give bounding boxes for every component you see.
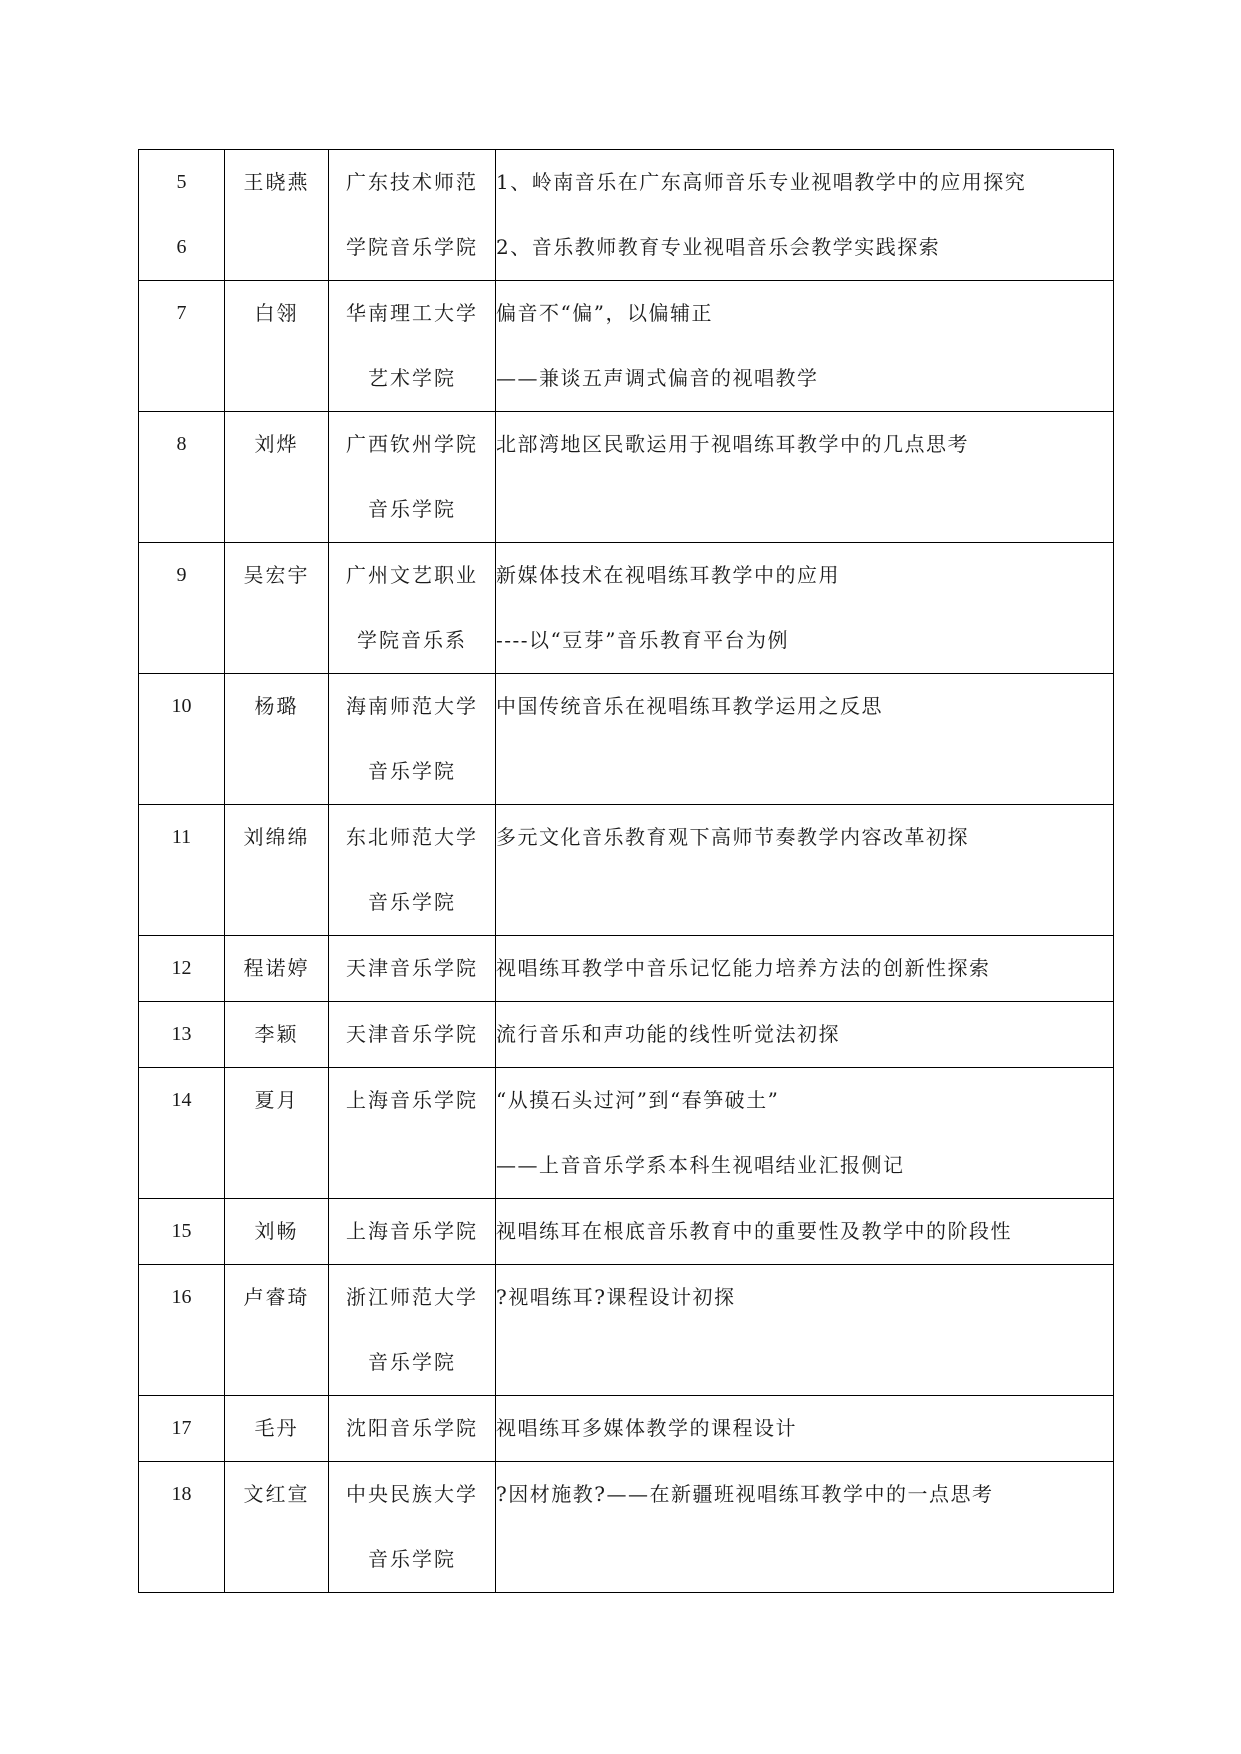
author-name-text: 白翎 [254,301,299,325]
institution-text: 音乐学院 [368,1547,456,1571]
row-number [139,674,225,805]
author-name [225,412,329,543]
author-name-text: 毛丹 [254,1416,299,1440]
institution-text: 音乐学院 [368,759,456,783]
row-number-text: 5 [176,171,187,193]
institution-text: 音乐学院 [368,890,456,914]
author-name [225,1002,329,1068]
author-name [225,805,329,936]
institution [329,1002,496,1068]
paper-title [496,1068,1114,1199]
row-number [139,1462,225,1593]
institution-text: 东北师范大学 [346,825,478,849]
paper-title [496,1462,1114,1593]
row-number [139,150,225,281]
row-number-text: 11 [171,826,192,848]
author-name [225,674,329,805]
row-number [139,1068,225,1199]
table-row [139,1462,1114,1593]
row-number-text: 6 [176,236,187,258]
row-number [139,1199,225,1265]
institution [329,674,496,805]
paper-title-text: 视唱练耳在根底音乐教育中的重要性及教学中的阶段性 [496,1219,1012,1243]
author-name [225,1265,329,1396]
institution [329,805,496,936]
table-row [139,1002,1114,1068]
institution-text: 上海音乐学院 [346,1219,478,1243]
row-number-text: 16 [171,1286,192,1308]
paper-title-text: 新媒体技术在视唱练耳教学中的应用 [496,563,840,587]
author-name [225,1462,329,1593]
institution-text: 天津音乐学院 [346,1022,478,1046]
institution-text: 浙江师范大学 [346,1285,478,1309]
paper-title [496,543,1114,674]
institution-text: 沈阳音乐学院 [346,1416,478,1440]
author-name-text: 刘畅 [254,1219,299,1243]
institution-text: 广西钦州学院 [346,432,478,456]
row-number-text: 13 [171,1023,192,1045]
row-number-text: 14 [171,1089,192,1111]
author-name-text: 杨璐 [254,694,299,718]
institution-text: 音乐学院 [368,497,456,521]
paper-title-text: 1、岭南音乐在广东高师音乐专业视唱教学中的应用探究 [496,170,1027,194]
institution [329,150,496,281]
institution [329,543,496,674]
paper-title-text: ——上音音乐学系本科生视唱结业汇报侧记 [496,1153,905,1177]
institution [329,1396,496,1462]
author-name-text: 李颖 [254,1022,299,1046]
institution-text: 海南师范大学 [346,694,478,718]
paper-title [496,936,1114,1002]
paper-title-text: ?因材施教?——在新疆班视唱练耳教学中的一点思考 [496,1482,994,1506]
row-number [139,1396,225,1462]
institution-text: 中央民族大学 [346,1482,478,1506]
paper-title-text: ----以“豆芽”音乐教育平台为例 [496,628,789,652]
paper-title-text: 偏音不“偏”，以偏辅正 [496,301,713,325]
table-row [139,543,1114,674]
institution [329,281,496,412]
table-row [139,805,1114,936]
paper-title-text: 中国传统音乐在视唱练耳教学运用之反思 [496,694,883,718]
paper-title-text: 视唱练耳教学中音乐记忆能力培养方法的创新性探索 [496,956,991,980]
table-row [139,412,1114,543]
row-number-text: 18 [171,1483,192,1505]
table-row [139,1265,1114,1396]
table-row [139,936,1114,1002]
paper-title-text: ?视唱练耳?课程设计初探 [496,1285,736,1309]
institution-text: 华南理工大学 [346,301,478,325]
paper-title [496,674,1114,805]
table-body [139,150,1114,1593]
paper-title [496,1396,1114,1462]
institution [329,1068,496,1199]
row-number [139,936,225,1002]
paper-title-text: 视唱练耳多媒体教学的课程设计 [496,1416,797,1440]
row-number-text: 8 [176,433,187,455]
institution-text: 学院音乐学院 [346,235,478,259]
author-name-text: 王晓燕 [243,170,310,194]
author-name-text: 吴宏宇 [243,563,310,587]
author-name-text: 文红宣 [243,1482,310,1506]
author-name-text: 刘烨 [254,432,299,456]
paper-title-text: 流行音乐和声功能的线性听觉法初探 [496,1022,840,1046]
paper-title [496,1002,1114,1068]
row-number-text: 10 [171,695,192,717]
row-number-text: 17 [171,1417,192,1439]
institution-text: 音乐学院 [368,1350,456,1374]
institution-text: 广州文艺职业 [346,563,478,587]
row-number-text: 9 [176,564,187,586]
author-name [225,281,329,412]
institution [329,1462,496,1593]
author-name [225,1396,329,1462]
row-number-text: 12 [171,957,192,979]
row-number-text: 15 [171,1220,192,1242]
paper-title-text: 多元文化音乐教育观下高师节奏教学内容改革初探 [496,825,969,849]
institution-text: 学院音乐系 [357,628,467,652]
paper-title-text: ——兼谈五声调式偏音的视唱教学 [496,366,819,390]
paper-title [496,412,1114,543]
row-number [139,412,225,543]
row-number-text: 7 [176,302,187,324]
table-row [139,674,1114,805]
institution [329,1199,496,1265]
row-number [139,1002,225,1068]
institution [329,1265,496,1396]
institution [329,412,496,543]
row-number [139,1265,225,1396]
paper-title [496,1265,1114,1396]
row-number [139,805,225,936]
author-name-text: 程诺婷 [243,956,310,980]
institution [329,936,496,1002]
table-row [139,1199,1114,1265]
author-name [225,150,329,281]
author-name-text: 夏月 [254,1088,299,1112]
table-row [139,1396,1114,1462]
author-name [225,936,329,1002]
author-name [225,1199,329,1265]
paper-title [496,1199,1114,1265]
paper-title [496,805,1114,936]
paper-title-text: “从摸石头过河”到“春笋破土” [496,1088,780,1112]
author-name-text: 卢睿琦 [243,1285,310,1309]
paper-title-text: 北部湾地区民歌运用于视唱练耳教学中的几点思考 [496,432,969,456]
table-row [139,281,1114,412]
paper-title-text: 2、音乐教师教育专业视唱音乐会教学实践探索 [496,235,941,259]
table-row [139,1068,1114,1199]
institution-text: 广东技术师范 [346,170,478,194]
author-name [225,1068,329,1199]
paper-title [496,281,1114,412]
row-number [139,543,225,674]
table-row [139,150,1114,281]
paper-title [496,150,1114,281]
row-number [139,281,225,412]
institution-text: 上海音乐学院 [346,1088,478,1112]
institution-text: 天津音乐学院 [346,956,478,980]
author-name [225,543,329,674]
author-name-text: 刘绵绵 [243,825,310,849]
participants-table [138,149,1114,1593]
institution-text: 艺术学院 [368,366,456,390]
